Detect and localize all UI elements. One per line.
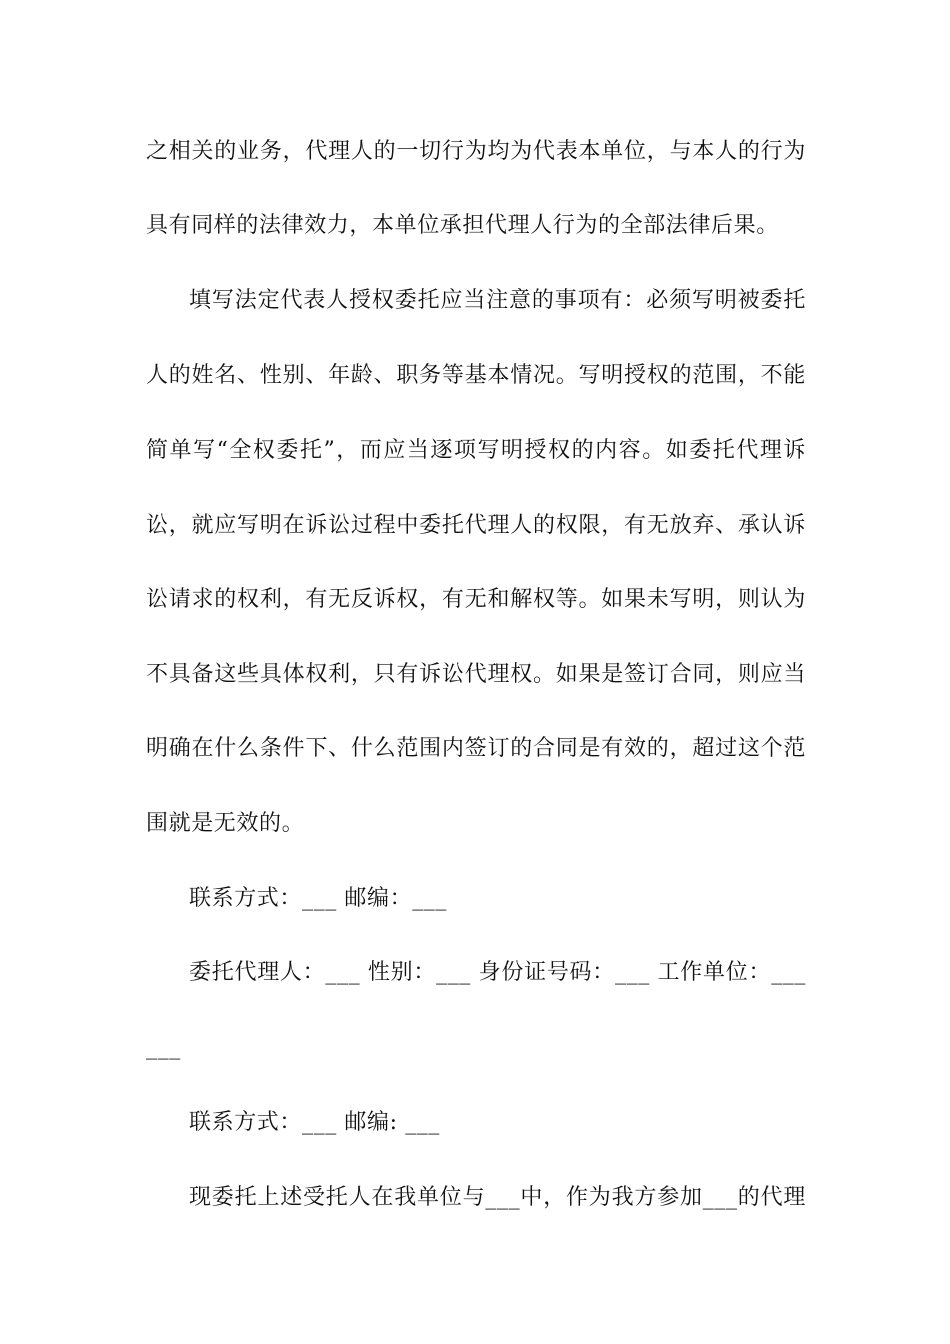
paragraph-line: 现委托上述受托人在我单位与___中，作为我方参加___的代理 — [189, 1185, 806, 1210]
paragraph-line: 简单写“全权委托”，而应当逐项写明授权的内容。如委托代理诉 — [146, 438, 806, 463]
paragraph-line: 不具备这些具体权利，只有诉讼代理权。如果是签订合同，则应当 — [146, 662, 806, 687]
paragraph-line: 具有同样的法律效力，本单位承担代理人行为的全部法律后果。 — [146, 213, 779, 238]
paragraph-line: 讼，就应写明在诉讼过程中委托代理人的权限，有无放弃、承认诉 — [146, 513, 806, 538]
agent-info-line: 委托代理人：___ 性别：___ 身份证号码：___ 工作单位：___ — [189, 960, 806, 985]
paragraph-line: 围就是无效的。 — [146, 811, 305, 836]
paragraph-line: 讼请求的权利，有无反诉权，有无和解权等。如果未写明，则认为 — [146, 587, 806, 612]
paragraph-line: 之相关的业务，代理人的一切行为均为代表本单位，与本人的行为 — [146, 139, 806, 164]
paragraph-line: 明确在什么条件下、什么范围内签订的合同是有效的，超过这个范 — [146, 736, 806, 761]
agent-info-line: ___ — [146, 1035, 181, 1060]
contact-line: 联系方式：___ 邮编: ___ — [189, 1110, 440, 1135]
contact-line: 联系方式：___ 邮编：___ — [189, 886, 447, 911]
paragraph-line: 填写法定代表人授权委托应当注意的事项有：必须写明被委托 — [189, 288, 806, 313]
paragraph-line: 人的姓名、性别、年龄、职务等基本情况。写明授权的范围，不能 — [146, 363, 806, 388]
